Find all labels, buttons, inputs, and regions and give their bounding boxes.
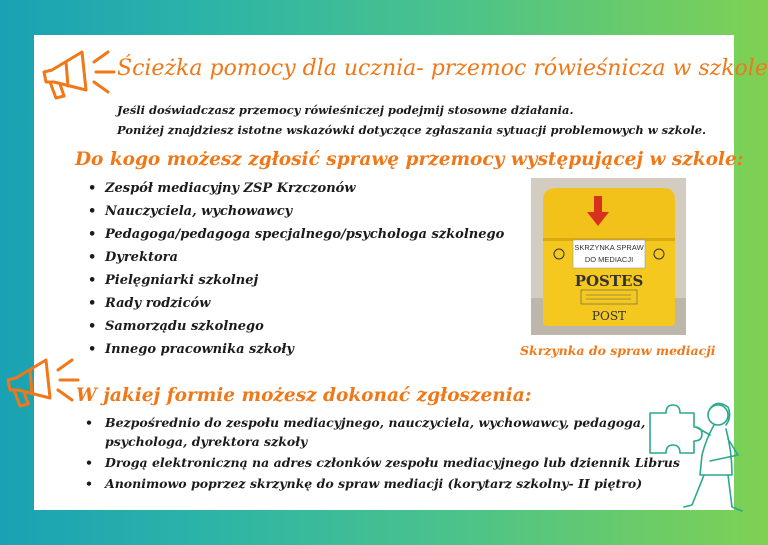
person-with-puzzle-illustration <box>640 395 750 535</box>
list-item: • Zespół mediacyjny ZSP Krzczonów <box>88 178 504 201</box>
list-item: • Pedagoga/pedagoga specjalnego/psychologa szkolnego <box>88 224 504 247</box>
list-item: • Anonimowo poprzez skrzynkę do spraw mediacji (korytarz szkolny- II piętro) <box>85 474 685 493</box>
intro-line-2: Poniżej znajdziesz istotne wskazówki dotyczące zgłaszania sytuacji problemowych w szkole. <box>117 123 707 137</box>
megaphone-icon <box>36 42 118 106</box>
box-post: POST <box>591 309 627 323</box>
mailbox-photo <box>531 178 686 335</box>
list-item: • Bezpośrednio do zespołu mediacyjnego, nauczyciela, wychowawcy, pedagoga, psychologa, dyrektora szkoły <box>85 413 660 451</box>
list-item: • Drogą elektroniczną na adres członków zespołu mediacyjnego lub dziennik Librus <box>85 453 685 472</box>
section2-heading: W jakiej formie możesz dokonać zgłoszenia: <box>76 385 532 406</box>
megaphone-icon <box>0 350 84 414</box>
report-forms-list <box>85 413 685 495</box>
box-label-1: SKRZYNKA SPRAW <box>574 243 644 252</box>
box-label-2: DO MEDIACJI <box>584 255 634 264</box>
intro-line-1: Jeśli doświadczasz przemocy rówieśniczej podejmij stosowne działania. <box>117 103 574 117</box>
list-item: • Rady rodziców <box>88 293 504 316</box>
list-item: • Samorządu szkolnego <box>88 316 504 339</box>
recipients-list <box>88 178 504 362</box>
list-item: • Innego pracownika szkoły <box>88 339 504 362</box>
section1-heading: Do kogo możesz zgłosić sprawę przemocy występującej w szkole: <box>75 149 744 170</box>
list-item: • Nauczyciela, wychowawcy <box>88 201 504 224</box>
photo-caption: Skrzynka do spraw mediacji <box>520 343 716 358</box>
list-item: • Pielęgniarki szkolnej <box>88 270 504 293</box>
box-brand: POSTES <box>574 272 644 290</box>
page-title: Ścieżka pomocy dla ucznia- przemoc rówieśnicza w szkole <box>117 56 768 81</box>
list-item: • Dyrektora <box>88 247 504 270</box>
